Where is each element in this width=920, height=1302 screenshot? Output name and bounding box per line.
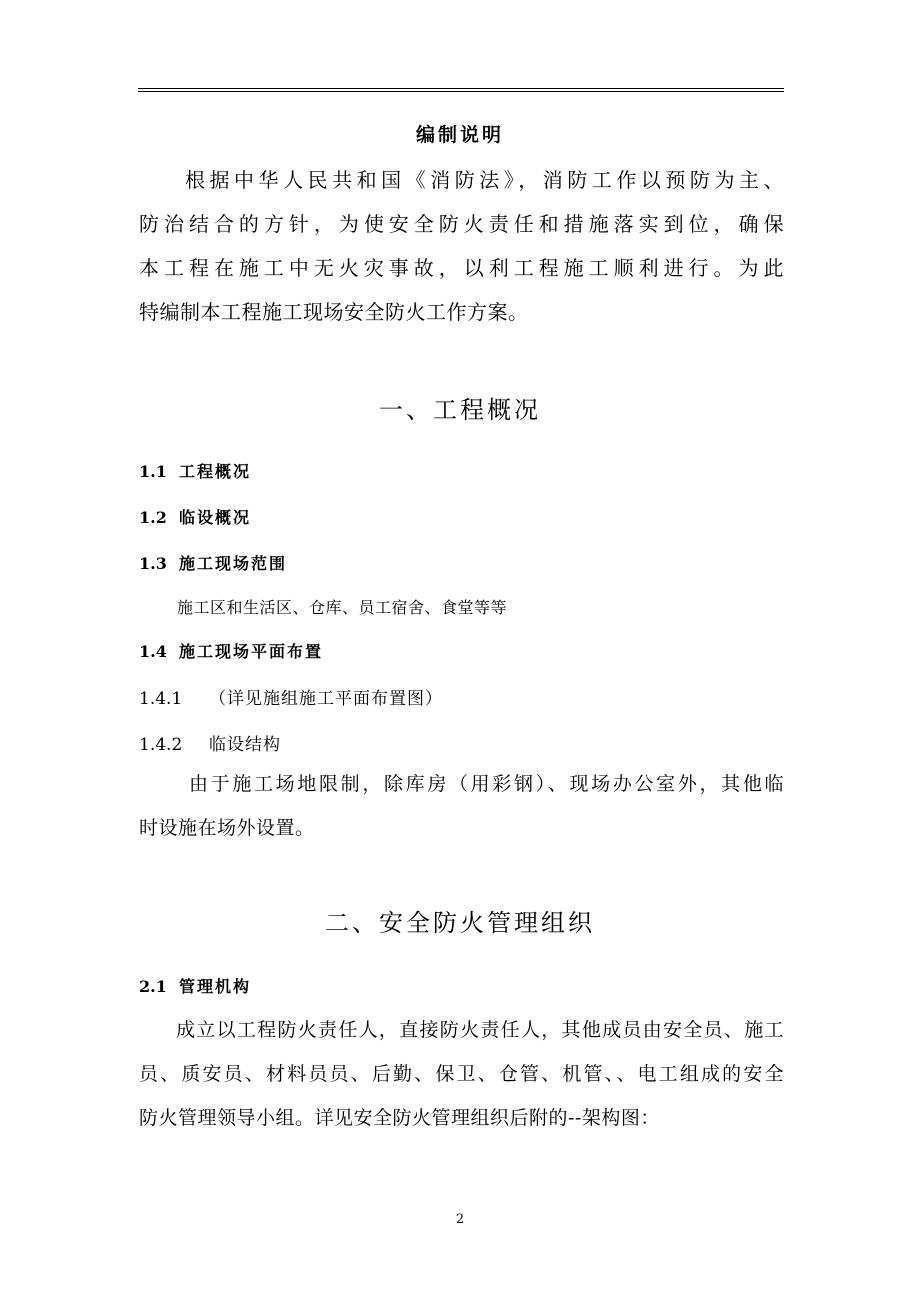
heading-number: 1.4 <box>139 642 167 661</box>
heading-label: 施工现场范围 <box>179 554 288 573</box>
header-rule-top <box>138 88 784 89</box>
site-scope-text: 施工区和生活区、仓库、员工宿舍、食堂等等 <box>177 598 508 617</box>
heading-number: 1.1 <box>139 462 167 481</box>
intro-line: 特编制本工程施工现场安全防火工作方案。 <box>139 300 529 324</box>
heading-label: 临设概况 <box>179 508 252 527</box>
management-paragraph <box>139 1008 784 1140</box>
heading-1-4-2 <box>139 730 281 755</box>
temp-facility-line: 由于施工场地限制，除库房（用彩钢）、现场办公室外，其他临 <box>189 773 784 795</box>
management-line: 防火管理领导小组。详见安全防火管理组织后附的--架构图： <box>139 1107 660 1129</box>
section2-title: 二、安全防火管理组织 <box>325 909 595 937</box>
intro-line: 防治结合的方针，为使安全防火责任和措施落实到位，确保 <box>139 212 784 236</box>
intro-line: 本工程在施工中无火灾事故，以利工程施工顺利进行。为此 <box>139 256 784 280</box>
heading-number: 1.4.1 <box>139 689 183 709</box>
heading-2-1 <box>139 974 251 997</box>
heading-label: 工程概况 <box>179 462 252 481</box>
intro-paragraph <box>139 158 784 334</box>
heading-number: 1.2 <box>139 508 167 527</box>
heading-1-4 <box>139 639 323 662</box>
section1-title: 一、工程概况 <box>379 396 541 424</box>
heading-number: 1.4.2 <box>139 735 183 755</box>
heading-1-1 <box>139 459 251 482</box>
intro-title: 编制说明 <box>415 124 504 146</box>
heading-1-4-1 <box>139 684 443 709</box>
heading-1-3 <box>139 551 287 574</box>
intro-line: 根据中华人民共和国《消防法》，消防工作以预防为主、 <box>185 168 784 192</box>
header-rule-bottom <box>138 91 784 92</box>
page-number: 2 <box>455 1212 465 1227</box>
heading-label: 施工现场平面布置 <box>179 642 324 661</box>
temp-facility-line: 时设施在场外设置。 <box>139 817 315 839</box>
heading-label: 管理机构 <box>179 977 252 996</box>
heading-number: 2.1 <box>139 977 167 996</box>
management-line: 成立以工程防火责任人，直接防火责任人，其他成员由安全员、施工 <box>176 1019 784 1041</box>
heading-1-2 <box>139 505 251 528</box>
management-line: 员、质安员、材料员员、后勤、保卫、仓管、机管、、电工组成的安全 <box>139 1063 784 1085</box>
temp-facility-paragraph <box>139 762 784 850</box>
heading-number: 1.3 <box>139 554 167 573</box>
heading-label: （详见施组施工平面布置图） <box>209 689 443 709</box>
heading-label: 临设结构 <box>209 735 281 755</box>
